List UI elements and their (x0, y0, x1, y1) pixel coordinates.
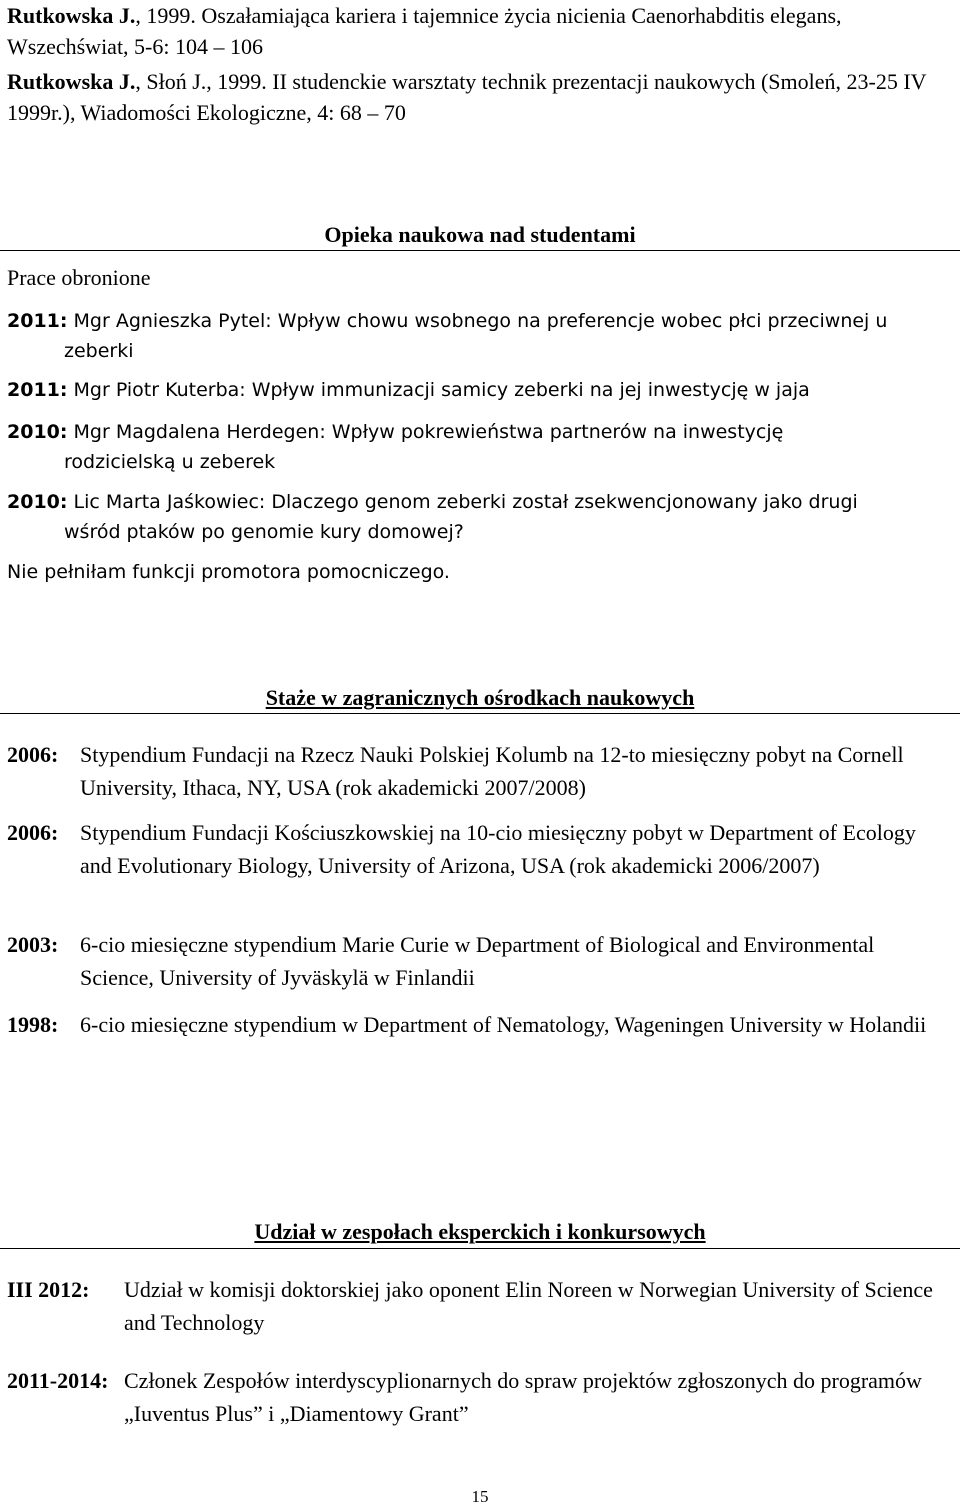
internship-text: 6-cio miesięczne stypendium w Department of Nematology, Wageningen University w Holandii (80, 1012, 927, 1037)
internship-item (7, 1008, 952, 1041)
reference-text: , 1999. Oszałamiająca kariera i tajemnice życia nicienia Caenorhabditis elegans, Wszechświat, 5-6: 104 – 106 (7, 3, 842, 59)
internship-item (7, 928, 952, 994)
reference-author: Rutkowska J. (7, 69, 136, 94)
thesis-line: Mgr Agnieszka Pytel: Wpływ chowu wsobnego na preferencje wobec płci przeciwnej u (73, 310, 888, 332)
expert-date: 2011-2014: (7, 1368, 109, 1393)
thesis-item (7, 375, 952, 405)
internship-year: 2006: (7, 742, 59, 767)
thesis-year: 2011: (7, 379, 68, 401)
section-divider (0, 250, 960, 251)
expert-text: Udział w komisji doktorskiej jako oponent Elin Noreen w Norwegian University of Science and Technology (124, 1277, 933, 1335)
expert-item (7, 1273, 952, 1339)
expert-date: III 2012: (7, 1277, 90, 1302)
thesis-year: 2011: (7, 310, 68, 332)
section-divider (0, 713, 960, 714)
reference-text: , Słoń J., 1999. II studenckie warsztaty technik prezentacji naukowych (Smoleń, 23-25 IV 1999r.), Wiadomości Ekologiczne, 4: 68 – 70 (7, 69, 927, 125)
section-divider (0, 1248, 960, 1249)
thesis-item (7, 417, 952, 477)
thesis-line-continued: wśród ptaków po genomie kury domowej? (64, 521, 464, 543)
internship-year: 2006: (7, 820, 59, 845)
thesis-item (7, 306, 952, 366)
section-title-supervision: Opieka naukowa nad studentami (324, 222, 636, 247)
thesis-line-continued: zeberki (64, 340, 134, 362)
internship-item (7, 816, 952, 882)
thesis-item (7, 487, 952, 547)
expert-item (7, 1364, 952, 1430)
expert-text: Członek Zespołów interdyscyplionarnych do spraw projektów zgłoszonych do programów „Iuventus Plus” i „Diamentowy Grant” (124, 1368, 922, 1426)
thesis-year: 2010: (7, 491, 68, 513)
internship-text: 6-cio miesięczne stypendium Marie Curie w Department of Biological and Environmental Science, University of Jyväskylä w Finlandii (80, 932, 891, 990)
internship-text: Stypendium Fundacji na Rzecz Nauki Polskiej Kolumb na 12-to miesięczny pobyt na Cornell University, Ithaca, NY, USA (rok akademicki 2007/2008) (80, 742, 904, 800)
supervision-note: Nie pełniłam funkcji promotora pomocniczego. (7, 561, 450, 583)
reference-entry (7, 0, 952, 62)
reference-entry (7, 66, 952, 128)
internship-text: Stypendium Fundacji Kościuszkowskiej na 10-cio miesięczny pobyt w Department of Ecology and Evolutionary Biology, University of Arizona, USA (rok akademicki 2006/2007) (80, 820, 916, 878)
subheading-defended-theses: Prace obronione (7, 265, 151, 290)
page-number: 15 (471, 1487, 489, 1506)
internship-year: 1998: (7, 1012, 59, 1037)
thesis-line-continued: rodzicielską u zeberek (64, 451, 276, 473)
internship-item (7, 738, 952, 804)
section-title-internships: Staże w zagranicznych ośrodkach naukowych (265, 685, 695, 710)
thesis-line: Lic Marta Jaśkowiec: Dlaczego genom zeberki został zsekwencjonowany jako drugi (73, 491, 858, 513)
thesis-line: Mgr Magdalena Herdegen: Wpływ pokrewieństwa partnerów na inwestycję (73, 421, 784, 443)
thesis-line: Mgr Piotr Kuterba: Wpływ immunizacji samicy zeberki na jej inwestycję w jaja (73, 379, 810, 401)
section-title-expert-teams: Udział w zespołach eksperckich i konkursowych (254, 1219, 706, 1244)
internship-year: 2003: (7, 932, 59, 957)
reference-author: Rutkowska J. (7, 3, 136, 28)
thesis-year: 2010: (7, 421, 68, 443)
